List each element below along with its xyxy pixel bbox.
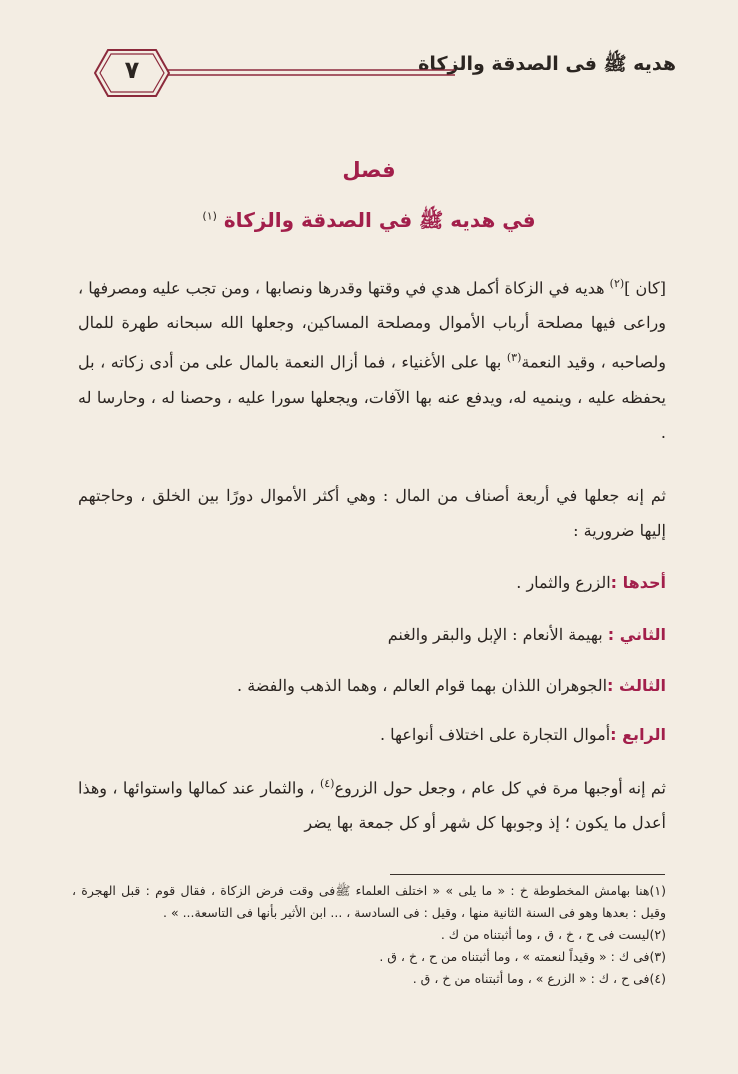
footnote-divider [390,874,665,875]
footnote-ref-3: (٣) [506,351,522,365]
list-item-fourth [78,720,666,750]
list-label: الثالث : [607,676,666,695]
footnote-1: (١)هنا بهامش المخطوطة خ : « ما يلى » « اختلف العلماء ﷺفى وقت فرض الزكاة ، فقال قوم : قبل الهجرة ، وقيل : بعدها وهو فى السنة الثانية منها ، وقيل : فى السادسة ، ... ابن الأثير بأنها فى التاسعة... » . [72,883,666,920]
list-label: أحدها : [610,573,666,592]
chapter-heading [0,208,738,237]
list-text: أموال التجارة على اختلاف أنواعها . [379,725,611,744]
footnote-ref-4: (٤) [319,777,335,790]
footnote-3: (٣)فى ك : « وقيداً لنعمته » ، وما أثبتناه من ح ، خ ، ق . [379,949,666,964]
paragraph-3-text-a: ثم إنه أوجبها مرة في كل عام ، وجعل حول الزروع [334,778,667,798]
paragraph-2: ثم إنه جعلها في أربعة أصناف من المال : وهي أكثر الأموال دورًا بين الخلق ، وحاجتهم إليها ضرورية : [78,486,666,540]
page-number: ٧ [124,56,140,84]
list-text: الجوهران اللذان بهما قوام العالم ، وهما الذهب والفضة . [237,676,608,695]
footnote-4: (٤)فى ح ، ك : « الزرع » ، وما أثبتناه من خ ، ق . [412,971,666,986]
list-text: بهيمة الأنعام : الإبل والبقر والغنم [387,625,608,644]
list-label: الثاني : [607,625,666,644]
chapter-heading-text: في هديه ﷺ في الصدقة والزكاة [223,208,536,232]
list-item-second [78,620,666,650]
footnote-ref-1: (١) [202,209,217,223]
paragraph-3-text-b: ، والثمار عند كمالها واستوائها ، وهذا أعدل ما يكون ؛ إذ وجوبها كل شهر أو كل جمعة بها يضر [78,778,666,833]
paragraph-3 [78,766,666,840]
section-heading: فصل [342,158,396,182]
paragraph-1 [78,266,666,450]
list-item-first [78,568,666,598]
footnote-2: (٢)ليست فى ح ، خ ، ق ، وما أثبتناه من ك . [440,927,666,942]
list-label: الرابع : [610,725,666,744]
bracket-lead: [كان ] [624,278,667,298]
running-header-title: هديه ﷺ فى الصدقة والزكاة [418,53,676,75]
list-item-third [78,671,666,701]
list-text: الزرع والثمار . [516,573,611,592]
footnotes [72,880,666,990]
footnote-ref-2: (٢) [609,277,625,290]
paragraph-1-text-b: بها على الأغنياء ، فما أزال النعمة بالمال على من أدى زكاته ، بل يحفظه عليه ، وينميه له، ويدفع عنه بها الآفات، ويجعلها سورا عليه ، وحصنا له ، وحارسا له . [78,352,666,442]
paragraph-1-text-a: هديه في الزكاة أكمل هدي في وقتها وقدرها ونصابها ، ومن تجب عليه ومصرفها ، وراعى فيها مصلحة أرباب الأموال ومصلحة المساكين، وجعلها الله سبحانه طهرة للمال ولصاحبه ، وقيد النعمة [78,278,666,372]
